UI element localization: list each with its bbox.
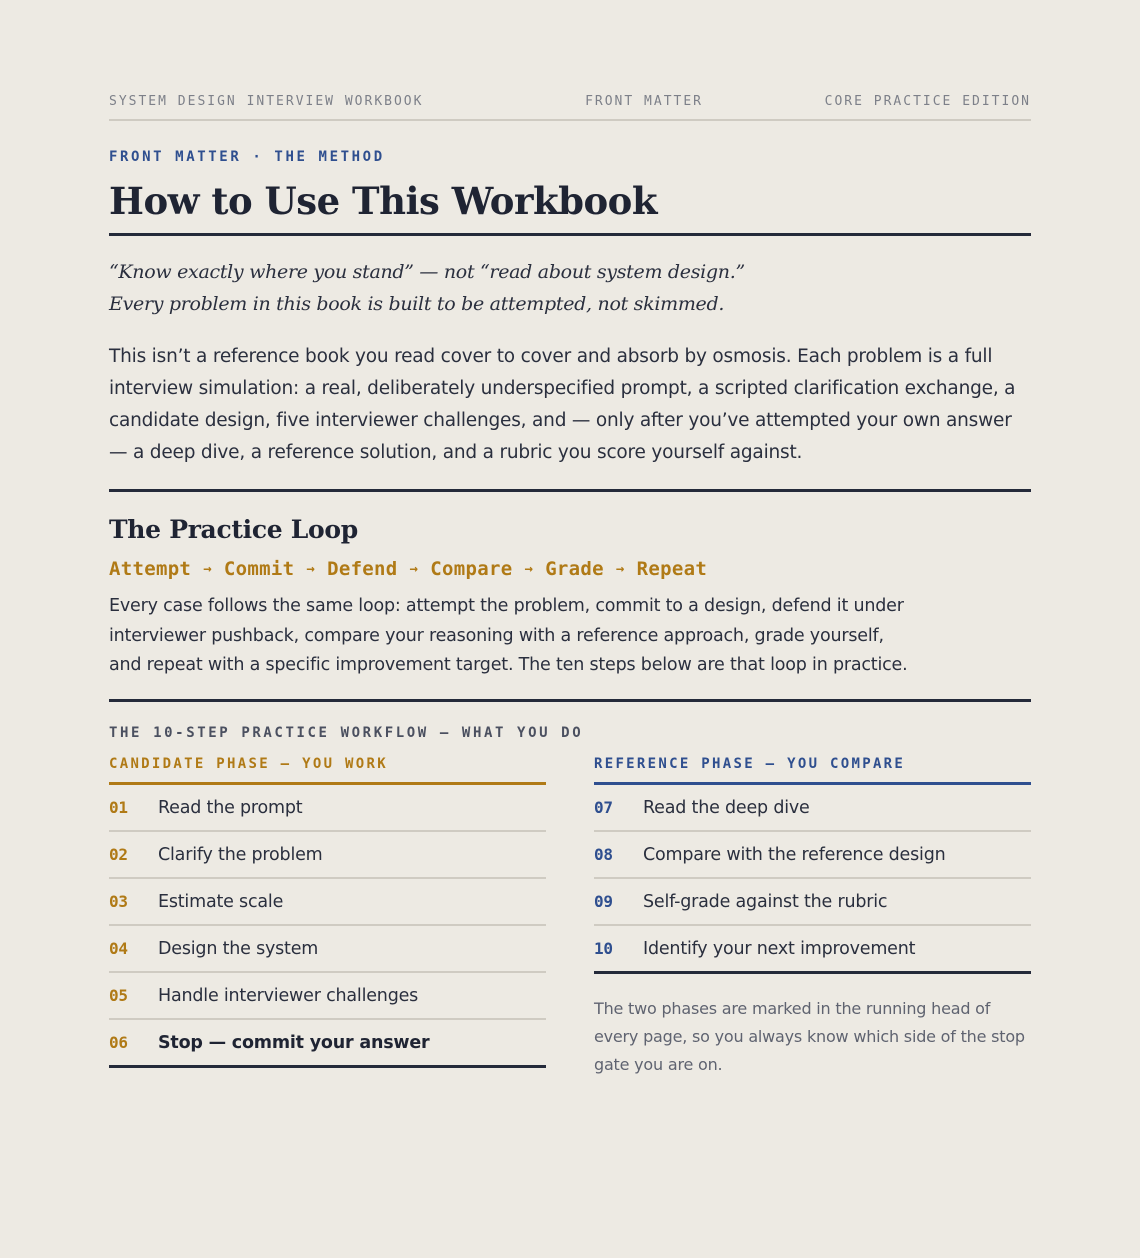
workflow-title: THE 10-STEP PRACTICE WORKFLOW — WHAT YOU DO (109, 724, 584, 741)
step-number: 01 (109, 798, 128, 817)
candidate-steps (109, 785, 546, 1068)
loop-step: Commit (223, 558, 295, 580)
workflow-step (109, 879, 546, 926)
running-head-right: CORE PRACTICE EDITION (824, 94, 1031, 109)
step-label: Read the deep dive (643, 797, 810, 818)
phase-note: The two phases are marked in the running head of every page, so you always know which side of the stop gate you are on. (594, 998, 1025, 1074)
step-number: 09 (594, 892, 613, 911)
candidate-phase-heading: CANDIDATE PHASE — YOU WORK (109, 756, 546, 785)
step-label: Identify your next improvement (643, 938, 916, 959)
running-head-center: FRONT MATTER (585, 94, 703, 109)
step-label: Estimate scale (158, 891, 284, 912)
page-title: How to Use This Workbook (109, 179, 1031, 236)
step-number: 02 (109, 845, 128, 864)
workbook-page (109, 0, 1031, 1079)
workflow-step (109, 926, 546, 973)
loop-step: Compare (430, 558, 513, 580)
step-number: 04 (109, 939, 128, 958)
arrow-right-icon: → (409, 561, 419, 577)
workflow-step (109, 785, 546, 832)
step-label: Design the system (158, 938, 319, 959)
step-label: Stop — commit your answer (158, 1032, 430, 1053)
reference-phase-heading: REFERENCE PHASE — YOU COMPARE (594, 756, 1031, 785)
loop-step: Grade (545, 558, 604, 580)
arrow-right-icon: → (615, 561, 625, 577)
workflow-step (594, 879, 1031, 926)
reference-phase (594, 756, 1031, 1079)
arrow-right-icon: → (306, 561, 316, 577)
workflow-step (594, 832, 1031, 879)
loop-step: Defend (327, 558, 398, 580)
practice-loop-heading: The Practice Loop (109, 515, 358, 544)
step-number: 08 (594, 845, 613, 864)
step-number: 03 (109, 892, 128, 911)
workflow-step-stop-gate (109, 1020, 546, 1068)
step-label: Clarify the problem (158, 844, 323, 865)
step-number: 10 (594, 939, 613, 958)
practice-loop-description: Every case follows the same loop: attempt the problem, commit to a design, defend it under interviewer pushback, compare your reasoning with a reference approach, grade yourself, and repeat with a specific improvement target. The ten steps below are that loop in practice. (109, 596, 908, 675)
step-label: Self-grade against the rubric (643, 891, 888, 912)
section-kicker: FRONT MATTER · THE METHOD (109, 149, 385, 165)
step-label: Read the prompt (158, 797, 303, 818)
reference-steps (594, 785, 1031, 974)
step-label: Handle interviewer challenges (158, 985, 419, 1006)
workflow-step (109, 832, 546, 879)
loop-step: Repeat (636, 558, 708, 580)
arrow-right-icon: → (203, 561, 212, 577)
workflow-step (109, 973, 546, 1020)
workflow-columns (109, 756, 1031, 1079)
loop-step: Attempt (109, 558, 192, 580)
running-head (109, 94, 1031, 121)
intro-paragraph: This isn’t a reference book you read cover to cover and absorb by osmosis. Each problem is a full interview simulation: a real, deliberately underspecified prompt, a scripted clarification exchange, a candidate design, five interviewer challenges, and — only after you’ve attempted your own answer — a deep dive, a reference solution, and a rubric you score yourself against. (109, 341, 1031, 492)
epigraph: “Know exactly where you stand” — not “read about system design.” Every problem in this book is built to be attempted, not skimmed. (109, 261, 745, 315)
step-label: Compare with the reference design (643, 844, 946, 865)
workflow-step (594, 926, 1031, 974)
arrow-right-icon: → (524, 561, 534, 577)
candidate-phase (109, 756, 546, 1079)
step-number: 05 (109, 986, 128, 1005)
workflow-step (594, 785, 1031, 832)
step-number: 07 (594, 798, 613, 817)
practice-loop-sequence (109, 558, 1031, 580)
running-head-left: SYSTEM DESIGN INTERVIEW WORKBOOK (109, 94, 424, 109)
section-divider (109, 699, 1031, 702)
step-number: 06 (109, 1033, 128, 1052)
